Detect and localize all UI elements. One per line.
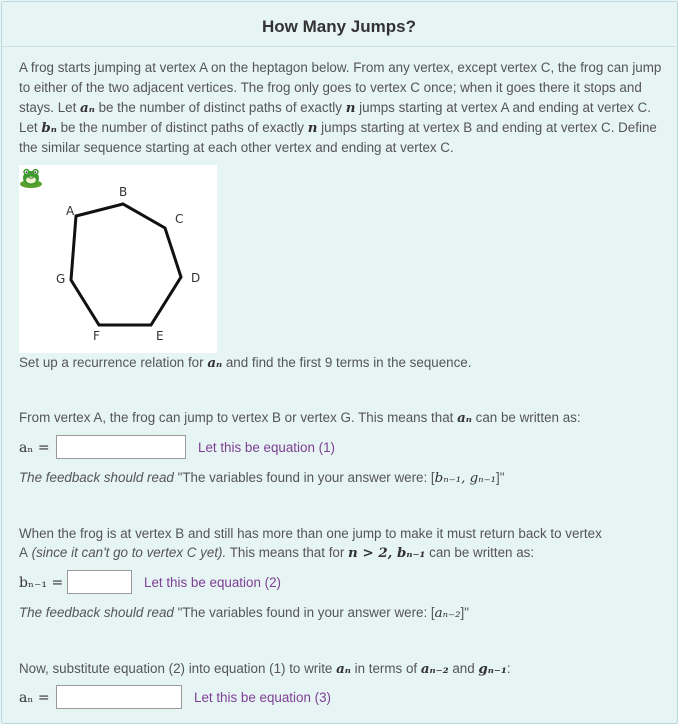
step3-text-end: :: [506, 661, 511, 676]
vertex-label-g: G: [56, 272, 66, 286]
eq1-label: Let this be equation (1): [198, 440, 335, 455]
intro-text-5: jumps starting at vertex B and ending at vertex C. Define the similar sequence starting at each other vertex and ending at vertex C.: [19, 120, 657, 155]
vertex-label-f: F: [93, 329, 100, 343]
var-a-n: aₙ: [336, 661, 351, 677]
eq1-lhs: aₙ =: [19, 440, 50, 456]
step2-line2: [19, 544, 534, 562]
var-g-n-1: gₙ₋₁: [478, 661, 507, 677]
title-divider: [2, 46, 676, 47]
vertex-label-c: C: [175, 212, 184, 226]
problem-intro: [19, 58, 664, 158]
vertex-label-e: E: [156, 329, 164, 343]
step1-text-post: can be written as:: [471, 410, 581, 425]
task-text-end: and find the first 9 terms in the sequence.: [222, 355, 472, 370]
feedback-prefix: The feedback should read: [19, 605, 174, 620]
step2-italic: (since it can't go to vertex C yet).: [27, 545, 227, 560]
feedback-end: ]": [460, 605, 469, 620]
feedback-quote: "The variables found in your answer were: [: [173, 470, 435, 485]
var-a-n-2: aₙ₋₂: [420, 661, 449, 677]
step3-text-pre: Now, substitute equation (2) into equation (1) to write: [19, 661, 337, 676]
feedback-quote: "The variables found in your answer were: [: [173, 605, 435, 620]
page-title: How Many Jumps?: [262, 17, 416, 36]
var-n: n: [307, 120, 318, 136]
intro-text-1: A frog starts jumping at vertex A on the heptagon below. From any vertex, except vertex C, the frog can jump to either of the two adjacent vertices. The frog only goes to vertex C once; when it goes there it stops and stays. Let: [19, 60, 662, 115]
eq3-label: Let this be equation (3): [194, 690, 331, 705]
step2-text-d: can be written as:: [425, 545, 535, 560]
var-b-n: bₙ: [41, 120, 57, 136]
eq2-label: Let this be equation (2): [144, 575, 281, 590]
var-a-n: aₙ: [457, 410, 472, 426]
eq1-answer-input[interactable]: [56, 435, 186, 459]
var-a-n: aₙ: [80, 100, 95, 116]
vertex-label-d: D: [191, 271, 201, 285]
vertex-label-a: A: [66, 204, 75, 218]
eq2-feedback: [19, 605, 469, 621]
eq3-answer-input[interactable]: [56, 685, 182, 709]
heptagon-figure: [19, 165, 217, 353]
step2-text-c: This means that for: [226, 545, 349, 560]
vertex-label-b: B: [119, 185, 128, 199]
step1-text: [19, 409, 581, 427]
eq1-feedback: [19, 470, 505, 486]
step3-text-and: and: [448, 661, 479, 676]
step2-condition: n > 2, bₙ₋₁: [348, 545, 426, 561]
feedback-prefix: The feedback should read: [19, 470, 174, 485]
var-a-n: aₙ: [207, 355, 223, 371]
step3-text: [19, 660, 511, 678]
eq2-lhs: bₙ₋₁ =: [19, 575, 64, 591]
heptagon-shape: [71, 204, 184, 325]
intro-text-4: be the number of distinct paths of exactly: [56, 120, 308, 135]
task-statement: [19, 354, 471, 372]
task-text: Set up a recurrence relation for: [19, 355, 208, 370]
feedback-end: ]": [496, 470, 505, 485]
intro-text-3: jumps starting at vertex A and ending at vertex C. Let: [19, 100, 651, 135]
frog-icon: [19, 165, 43, 189]
eq3-lhs: aₙ =: [19, 690, 50, 706]
feedback-vars: bₙ₋₁, gₙ₋₁: [434, 471, 497, 486]
feedback-vars: aₙ₋₂: [434, 606, 461, 621]
intro-text-2: be the number of distinct paths of exactly: [94, 100, 346, 115]
step2-line1: When the frog is at vertex B and still has more than one jump to make it must return back to vertex: [19, 526, 602, 541]
eq2-answer-input[interactable]: [67, 570, 132, 594]
heptagon-svg: [19, 165, 217, 353]
step3-text-mid: in terms of: [350, 661, 421, 676]
var-n: n: [345, 100, 356, 116]
step1-text-pre: From vertex A, the frog can jump to vertex B or vertex G. This means that: [19, 410, 458, 425]
step2-text-a: A: [19, 545, 28, 560]
